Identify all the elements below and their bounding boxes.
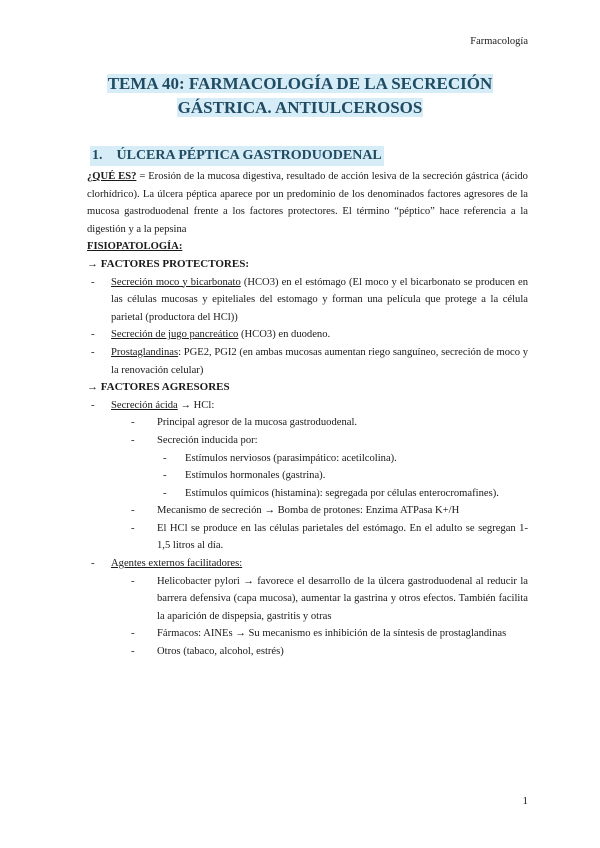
title-line-1: TEMA 40: FARMACOLOGÍA DE LA SECRECIÓN [107,74,493,93]
bullet-dash: - [131,434,135,446]
list-item [87,625,528,643]
bullet-dash: - [91,558,95,570]
item-text: Estímulos químicos (histamina): segregada por células enterocromafines). [185,487,499,499]
list-item [87,467,528,485]
section-title: ÚLCERA PÉPTICA GASTRODUODENAL [116,148,382,163]
item-term: Secreción ácida [111,399,178,411]
item-text: Estímulos hormonales (gastrina). [185,470,326,482]
item-text: → HCl: [177,399,215,411]
item-term: Secreción de jugo pancreático [111,329,239,341]
protectores-heading: → FACTORES PROTECTORES: [87,257,249,270]
bullet-dash: - [91,346,95,358]
document-body [87,168,528,661]
running-header: Farmacología [470,36,528,47]
bullet-dash: - [131,628,135,640]
item-text: El HCl se produce en las células parietales del estómago. En el adulto se segregan 1-1,5 litros al día. [157,522,528,552]
intro-paragraph [87,168,528,238]
section-number: 1. [92,148,103,163]
bullet-dash: - [163,487,167,499]
item-text: Secreción inducida por: [157,434,258,446]
document-title [0,72,600,120]
bullet-dash: - [163,452,167,464]
bullet-dash: - [91,399,95,411]
list-item [87,274,528,327]
item-term: Secreción moco y bicarbonato [111,276,241,288]
list-item [87,502,528,520]
bullet-dash: - [91,329,95,341]
item-term: Prostaglandinas [111,346,179,358]
intro-label: ¿QUÉ ES? [87,171,137,182]
bullet-dash: - [131,646,135,658]
list-item [87,414,528,432]
intro-text: Erosión de la mucosa digestiva, resultado de acción lesiva de la secreción gástrica (ácido clorhídrico). La úlcera péptica aparece por un predominio de los denominados factores agresores de la mucosa gastroduodenal frente a los factores protectores. El término “péptico” hace referencia a la digestión y a la pepsina [87,171,528,235]
item-term: Agentes externos facilitadores: [111,558,243,570]
item-text: : PGE2, PGI2 (en ambas mucosas aumentan riego sanguíneo, secreción de moco y la renovación celular) [111,346,528,376]
list-item [87,344,528,379]
bullet-dash: - [131,575,135,587]
list-item [87,520,528,555]
item-text: Principal agresor de la mucosa gastroduodenal. [157,417,358,429]
list-item [87,397,528,415]
fisiopatologia-heading: FISIOPATOLOGÍA: [87,241,183,253]
list-item [87,432,528,450]
item-text: (HCO3) en el estómago (El moco y el bicarbonato se producen en las células mucosas y epiteliales del estomago y forman una película que protege a la célula parietal (productora del HCl)) [111,276,528,323]
list-item [87,573,528,626]
item-text: Otros (tabaco, alcohol, estrés) [157,646,284,658]
bullet-dash: - [131,417,135,429]
list-item [87,485,528,503]
intro-separator: = [136,171,149,182]
list-item [87,555,528,573]
item-text: Estímulos nerviosos (parasimpático: acetilcolina). [185,452,397,464]
item-text: Mecanismo de secreción → Bomba de protones: Enzima ATPasa K+/H [157,505,460,517]
bullet-dash: - [131,522,135,534]
page-number: 1 [522,795,528,807]
bullet-dash: - [131,505,135,517]
item-text: Helicobacter pylori → favorece el desarrollo de la úlcera gastroduodenal al reducir la barrera defensiva (capa mucosa), aumentar la gastrina y otros efectos. También facilita la aparición de dispepsia, gastritis y otras [157,575,528,622]
item-text: Fármacos: AINEs → Su mecanismo es inhibición de la síntesis de prostaglandinas [157,628,507,640]
list-item [87,450,528,468]
item-text: (HCO3) en duodeno. [238,329,331,341]
section-heading [90,146,384,166]
list-item [87,326,528,344]
list-item [87,643,528,661]
bullet-dash: - [91,276,95,288]
bullet-dash: - [163,470,167,482]
agresores-heading: → FACTORES AGRESORES [87,381,230,394]
title-line-2: GÁSTRICA. ANTIULCEROSOS [177,98,423,117]
